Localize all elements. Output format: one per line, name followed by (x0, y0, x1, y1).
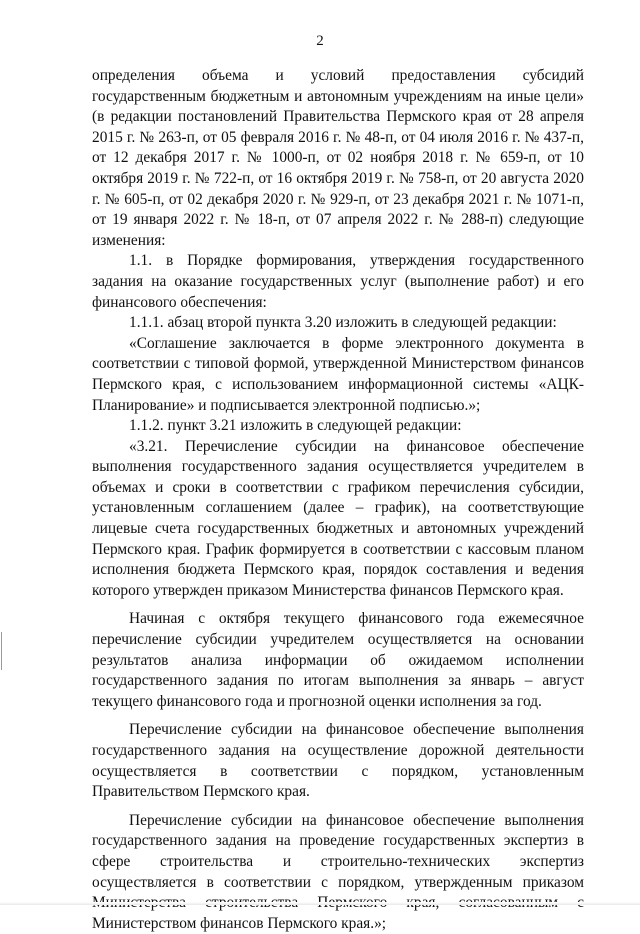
scan-edge-mark (1, 632, 2, 670)
paragraph-amended-act-editions: определения объема и условий предоставления субсидий государственным бюджетным и автономным учреждениям на иные цели» (в редакции постановлений Правительства Пермского края от 28 апреля 2015 г. № 263-п, от 05 февраля 2016 г. № 48-п, от 04 июля 2016 г. № 437-п, от 12 декабря 2017 г. № 1000-п, от 02 ноября 2018 г. № 659-п, от 10 октября 2019 г. № 722-п, от 16 октября 2019 г. № 758-п, от 20 августа 2020 г. № 605-п, от 02 декабря 2020 г. № 929-п, от 23 декабря 2021 г. № 1071-п, от 19 января 2022 г. № 18-п, от 07 апреля 2022 г. № 288-п) следующие изменения: (92, 67, 584, 249)
paragraph-road-activity: Перечисление субсидии на финансовое обеспечение выполнения государственного задания на осуществление дорожной деятельности осуществляется в соответствии с порядком, установленным Правительством Пермского края. (92, 721, 584, 801)
paragraph-october-transfer: Начиная с октября текущего финансового года ежемесячное перечисление субсидии учредителем осуществляется на основании результатов анализа информации об ожидаемом исполнении государственного задания по итогам выполнения за январь – август текущего финансового года и прогнозной оценки исполнения за год. (92, 610, 584, 710)
document-body (92, 66, 584, 934)
paragraph-clause-3-21: «3.21. Перечисление субсидии на финансовое обеспечение выполнения государственного задания осуществляется учредителем в объемах и сроки в соответствии с графиком перечисления субсидии, установленным соглашением (далее – график), на соответствующие лицевые счета государственных бюджетных и автономных учреждений Пермского края. График формируется в соответствии с кассовым планом исполнения бюджета Пермского края, порядок составления и ведения которого утвержден приказом Министерства финансов Пермского края. (92, 437, 584, 599)
paragraph-construction-expertise: Перечисление субсидии на финансовое обеспечение выполнения государственного задания на проведение государственных экспертиз в сфере строительства и строительно-технических экспертиз осуществляется в соответствии с порядком, утвержденным приказом Министерством финансов Пермского края.»; (92, 811, 584, 932)
paragraph-item-1-1-2: 1.1.2. пункт 3.21 изложить в следующей редакции: (129, 417, 462, 435)
paragraph-item-1-1-1: 1.1.1. абзац второй пункта 3.20 изложить в следующей редакции: (129, 314, 557, 332)
paragraph-agreement-quote: «Соглашение заключается в форме электронного документа в соответствии с типовой формой, утвержденной Министерством финансов Пермского края, с использованием информационной системы «АЦК-Планирование» и подписывается электронной подписью.»; (92, 334, 584, 414)
paragraph-item-1-1: 1.1. в Порядке формирования, утверждения государственного задания на оказание государственных услуг (выполнение работ) и его финансового обеспечения: (92, 252, 584, 311)
page-number: 2 (316, 33, 324, 49)
